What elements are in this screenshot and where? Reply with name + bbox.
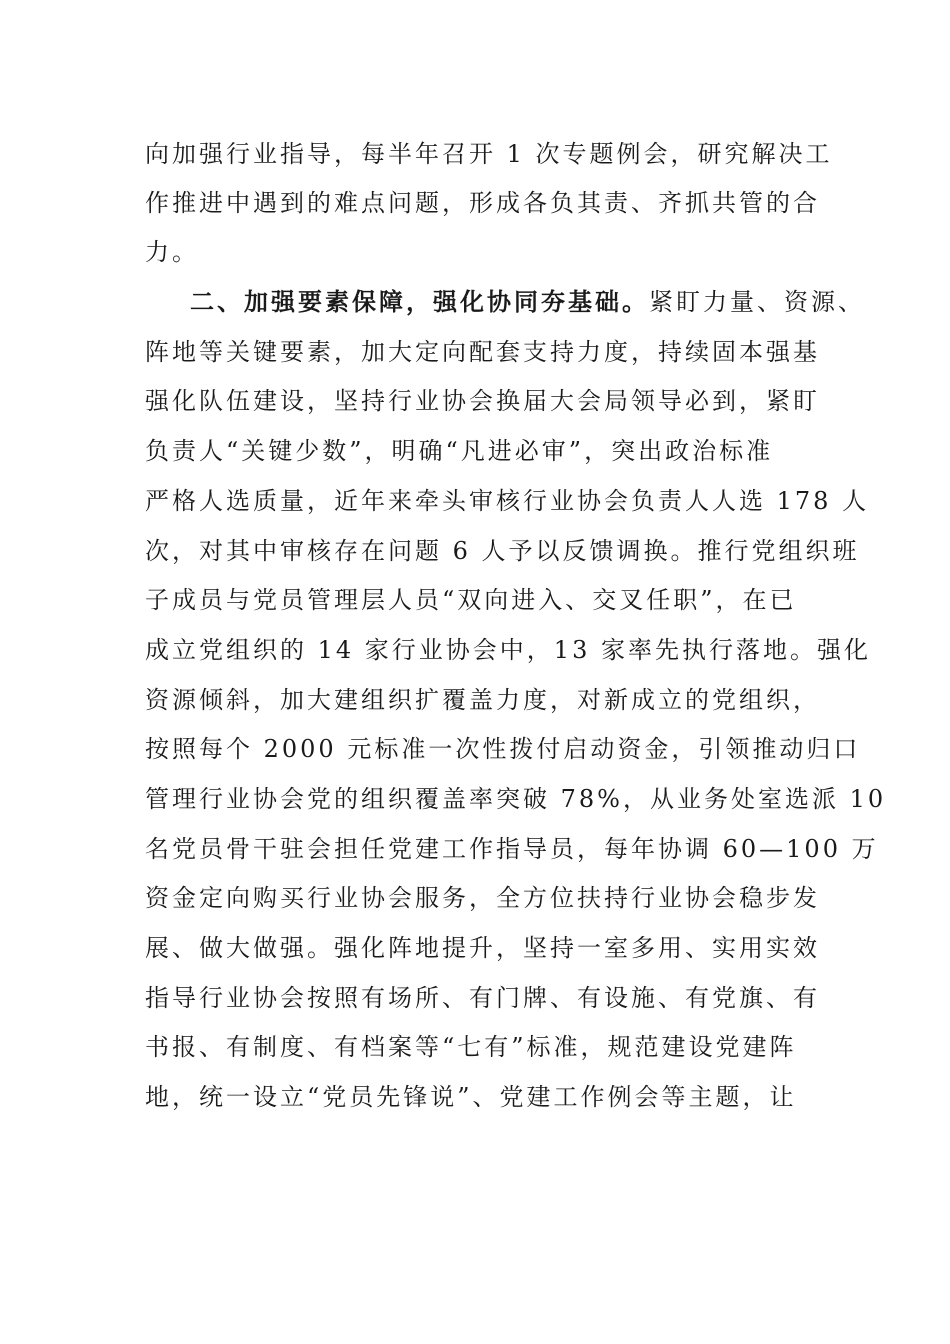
text-line: 负责人“关键少数”，明确“凡进必审”，突出政治标准: [145, 437, 774, 465]
text-line: 资源倾斜，加大建组织扩覆盖力度，对新成立的党组织，: [145, 686, 820, 714]
text-line: 指导行业协会按照有场所、有门牌、有设施、有党旗、有: [145, 984, 820, 1012]
text-line: 地，统一设立“党员先锋说”、党建工作例会等主题，让: [145, 1083, 797, 1111]
text-line: 次，对其中审核存在问题 6 人予以反馈调换。推行党组织班: [145, 537, 860, 565]
text-line: 按照每个 2000 元标准一次性拨付启动资金，引领推动归口: [145, 735, 861, 763]
text-line: 管理行业协会党的组织覆盖率突破 78%，从业务处室选派 10: [145, 785, 887, 813]
text-line: 展、做大做强。强化阵地提升，坚持一室多用、实用实效: [145, 934, 820, 962]
section-heading: 二、加强要素保障，强化协同夯基础。: [190, 287, 649, 316]
text-line: 名党员骨干驻会担任党建工作指导员，每年协调 60—100 万: [145, 835, 879, 863]
paragraph-first-line: [190, 287, 865, 316]
text-line: 严格人选质量，近年来牵头审核行业协会负责人人选 178 人: [145, 487, 870, 515]
text-line: 资金定向购买行业协会服务，全方位扶持行业协会稳步发: [145, 884, 820, 912]
text-line: 子成员与党员管理层人员“双向进入、交叉任职”，在已: [145, 586, 797, 614]
text-line: 书报、有制度、有档案等“七有”标准，规范建设党建阵: [145, 1033, 797, 1061]
text-line: 强化队伍建设，坚持行业协会换届大会局领导必到，紧盯: [145, 387, 820, 415]
text-line: 成立党组织的 14 家行业协会中，13 家率先执行落地。强化: [145, 636, 871, 664]
text-line: 阵地等关键要素，加大定向配套支持力度，持续固本强基: [145, 338, 820, 366]
text-line: 力。: [145, 238, 199, 266]
text-run: 紧盯力量、资源、: [649, 288, 865, 316]
text-line: 作推进中遇到的难点问题，形成各负其责、齐抓共管的合: [145, 189, 820, 217]
text-line: 向加强行业指导，每半年召开 1 次专题例会，研究解决工: [145, 140, 833, 168]
